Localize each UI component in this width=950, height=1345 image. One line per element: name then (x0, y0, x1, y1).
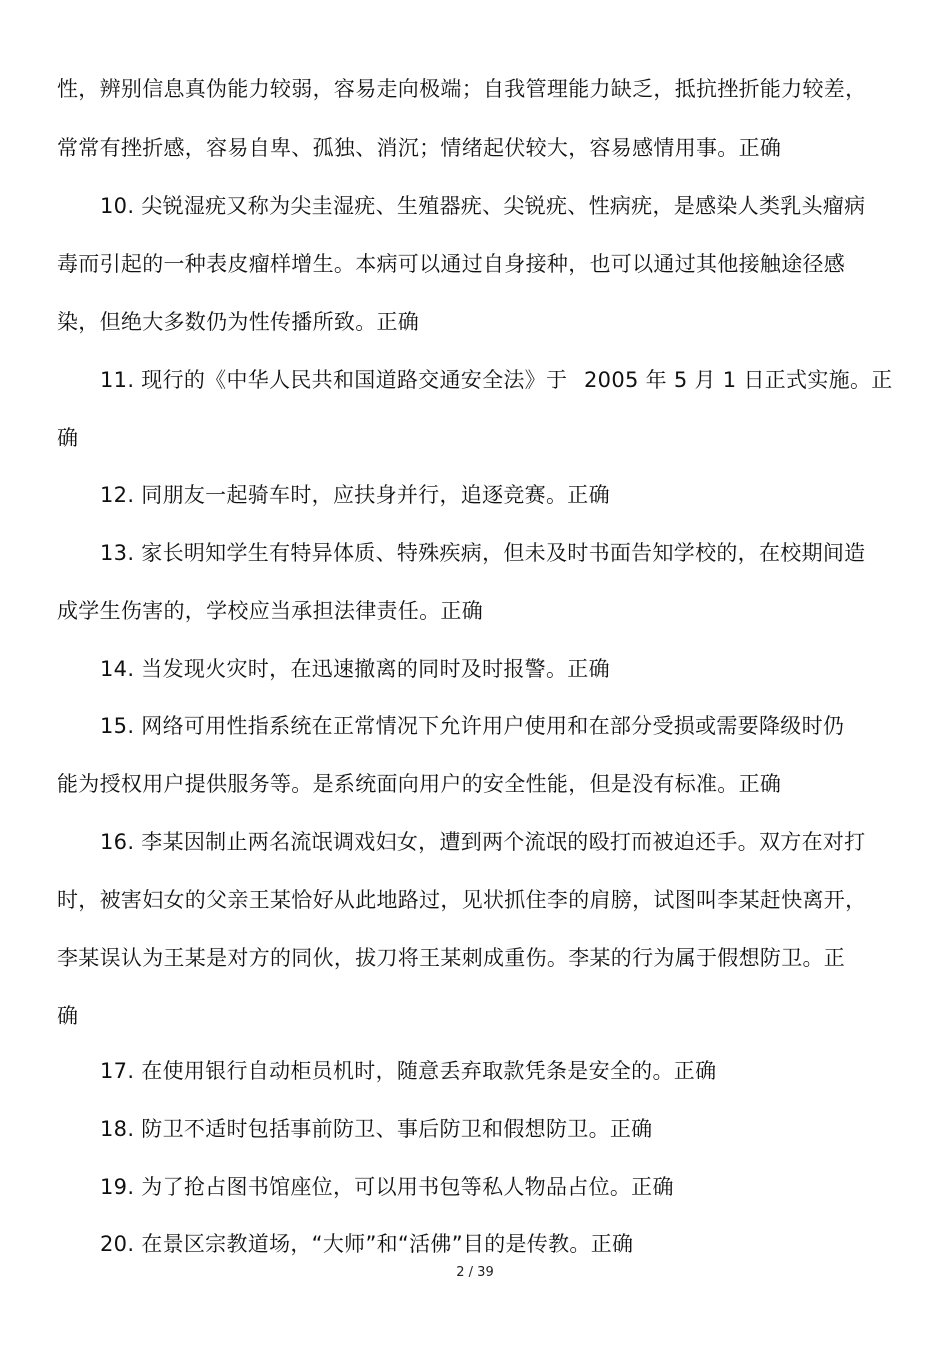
q9-line-2: 性，辨别信息真伪能力较弱，容易走向极端；自我管理能力缺乏，抵抗挫折能力较差， (57, 77, 867, 101)
q15-line-2: 能为授权用户提供服务等。是系统面向用户的安全性能，但是没有标准。正确 (57, 772, 782, 796)
q12-line-1: 12. 同朋友一起骑车时，应扶身并行，追逐竞赛。正确 (100, 483, 610, 507)
q16-line-1: 16. 李某因制止两名流氓调戏妇女，遭到两个流氓的殴打而被迫还手。双方在对打 (100, 830, 866, 854)
q10-line-2: 毒而引起的一种表皮瘤样增生。本病可以通过自身接种，也可以通过其他接触途径感 (57, 252, 846, 276)
q14-line-1: 14. 当发现火灾时，在迅速撤离的同时及时报警。正确 (100, 657, 610, 681)
q11-line-1-date: 2005 年 5 月 1 日正式实施。正 (584, 368, 893, 392)
q16-line-4: 确 (57, 1004, 79, 1028)
q11-line-1-text: 11. 现行的《中华人民共和国道路交通安全法》于 (100, 368, 568, 392)
q9-line-3: 常常有挫折感，容易自卑、孤独、消沉；情绪起伏较大，容易感情用事。正确 (57, 136, 782, 160)
q13-line-2: 成学生伤害的，学校应当承担法律责任。正确 (57, 599, 483, 623)
q11-line-2: 确 (57, 426, 79, 450)
q15-line-1: 15. 网络可用性指系统在正常情况下允许用户使用和在部分受损或需要降级时仍 (100, 714, 845, 738)
page-number: 2 / 39 (456, 1265, 494, 1280)
q10-line-1: 10. 尖锐湿疣又称为尖圭湿疣、生殖器疣、尖锐疣、性病疣，是感染人类乳头瘤病 (100, 194, 866, 218)
q13-line-1: 13. 家长明知学生有特异体质、特殊疾病，但未及时书面告知学校的，在校期间造 (100, 541, 866, 565)
q16-line-3: 李某误认为王某是对方的同伙，拔刀将王某刺成重伤。李某的行为属于假想防卫。正 (57, 946, 846, 970)
q20-line-1: 20. 在景区宗教道场，“大师”和“活佛”目的是传教。正确 (100, 1232, 634, 1256)
q16-line-2: 时，被害妇女的父亲王某恰好从此地路过，见状抓住李的肩膀，试图叫李某赶快离开， (57, 888, 867, 912)
q17-line-1: 17. 在使用银行自动柜员机时，随意丢弃取款凭条是安全的。正确 (100, 1059, 717, 1083)
q10-line-3: 染，但绝大多数仍为性传播所致。正确 (57, 310, 420, 334)
q18-line-1: 18. 防卫不适时包括事前防卫、事后防卫和假想防卫。正确 (100, 1117, 653, 1141)
q19-line-1: 19. 为了抢占图书馆座位，可以用书包等私人物品占位。正确 (100, 1175, 674, 1199)
